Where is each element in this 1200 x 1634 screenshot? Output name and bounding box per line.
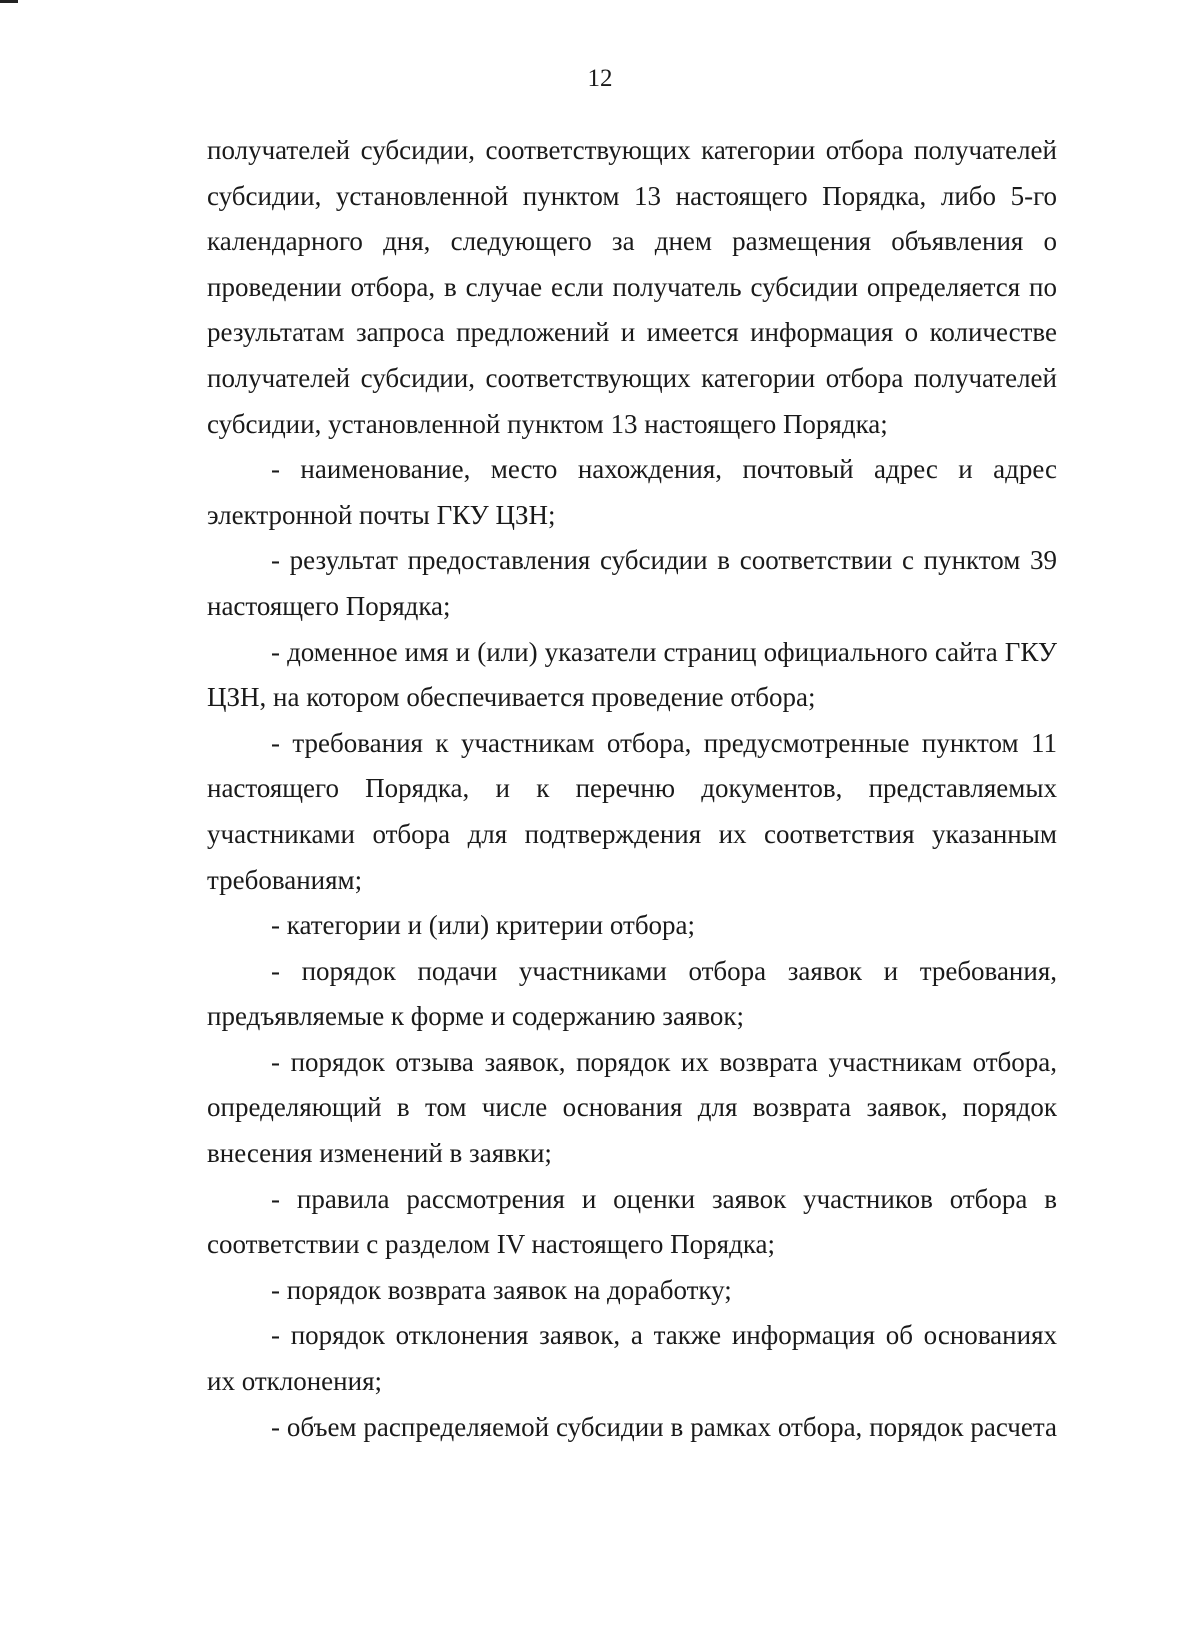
list-item-criteria: - категории и (или) критерии отбора; xyxy=(271,910,696,941)
paragraph-continuation: получателей субсидии, соответствующих категории отбора получателей субсидии, установленной пунктом 13 настоящего Порядка, либо 5-го календарного дня, следующего за днем размещения объявления о проведении отбора, в случае если получатель субсидии определяется по результатам запроса предложений и имеется информация о количестве получателей субсидии, соответствующих категории отбора получателей субсидии, установленной пунктом 13 настоящего Порядка; xyxy=(207,135,1057,439)
list-item-name-address: - наименование, место нахождения, почтовый адрес и адрес электронной почты ГКУ ЦЗН; xyxy=(207,454,1057,530)
list-item-submission: - порядок подачи участниками отбора заявок и требования, предъявляемые к форме и содержанию заявок; xyxy=(207,955,1057,1032)
document-body xyxy=(207,128,1057,1450)
list-item-requirements: - требования к участникам отбора, предусмотренные пунктом 11 настоящего Порядка, и к перечню документов, представляемых участниками отбора для подтверждения их соответствия указанным требованиям; xyxy=(207,727,1057,895)
list-item-volume: - объем распределяемой субсидии в рамках отбора, порядок расчета xyxy=(271,1411,1057,1442)
list-item-domain: - доменное имя и (или) указатели страниц официального сайта ГКУ ЦЗН, на котором обеспечивается проведение отбора; xyxy=(207,636,1057,713)
list-item-result: - результат предоставления субсидии в соответствии с пунктом 39 настоящего Порядка; xyxy=(207,545,1057,621)
list-item-rejection: - порядок отклонения заявок, а также информация об основаниях их отклонения; xyxy=(207,1320,1057,1397)
list-item-withdrawal: - порядок отзыва заявок, порядок их возврата участникам отбора, определяющий в том числе основания для возврата заявок, порядок внесения изменений в заявки; xyxy=(207,1046,1057,1169)
scan-corner-mark xyxy=(0,0,18,3)
list-item-evaluation: - правила рассмотрения и оценки заявок участников отбора в соответствии с разделом IV настоящего Порядка; xyxy=(207,1183,1057,1260)
list-item-return: - порядок возврата заявок на доработку; xyxy=(271,1274,732,1305)
page-number: 12 xyxy=(587,65,613,92)
